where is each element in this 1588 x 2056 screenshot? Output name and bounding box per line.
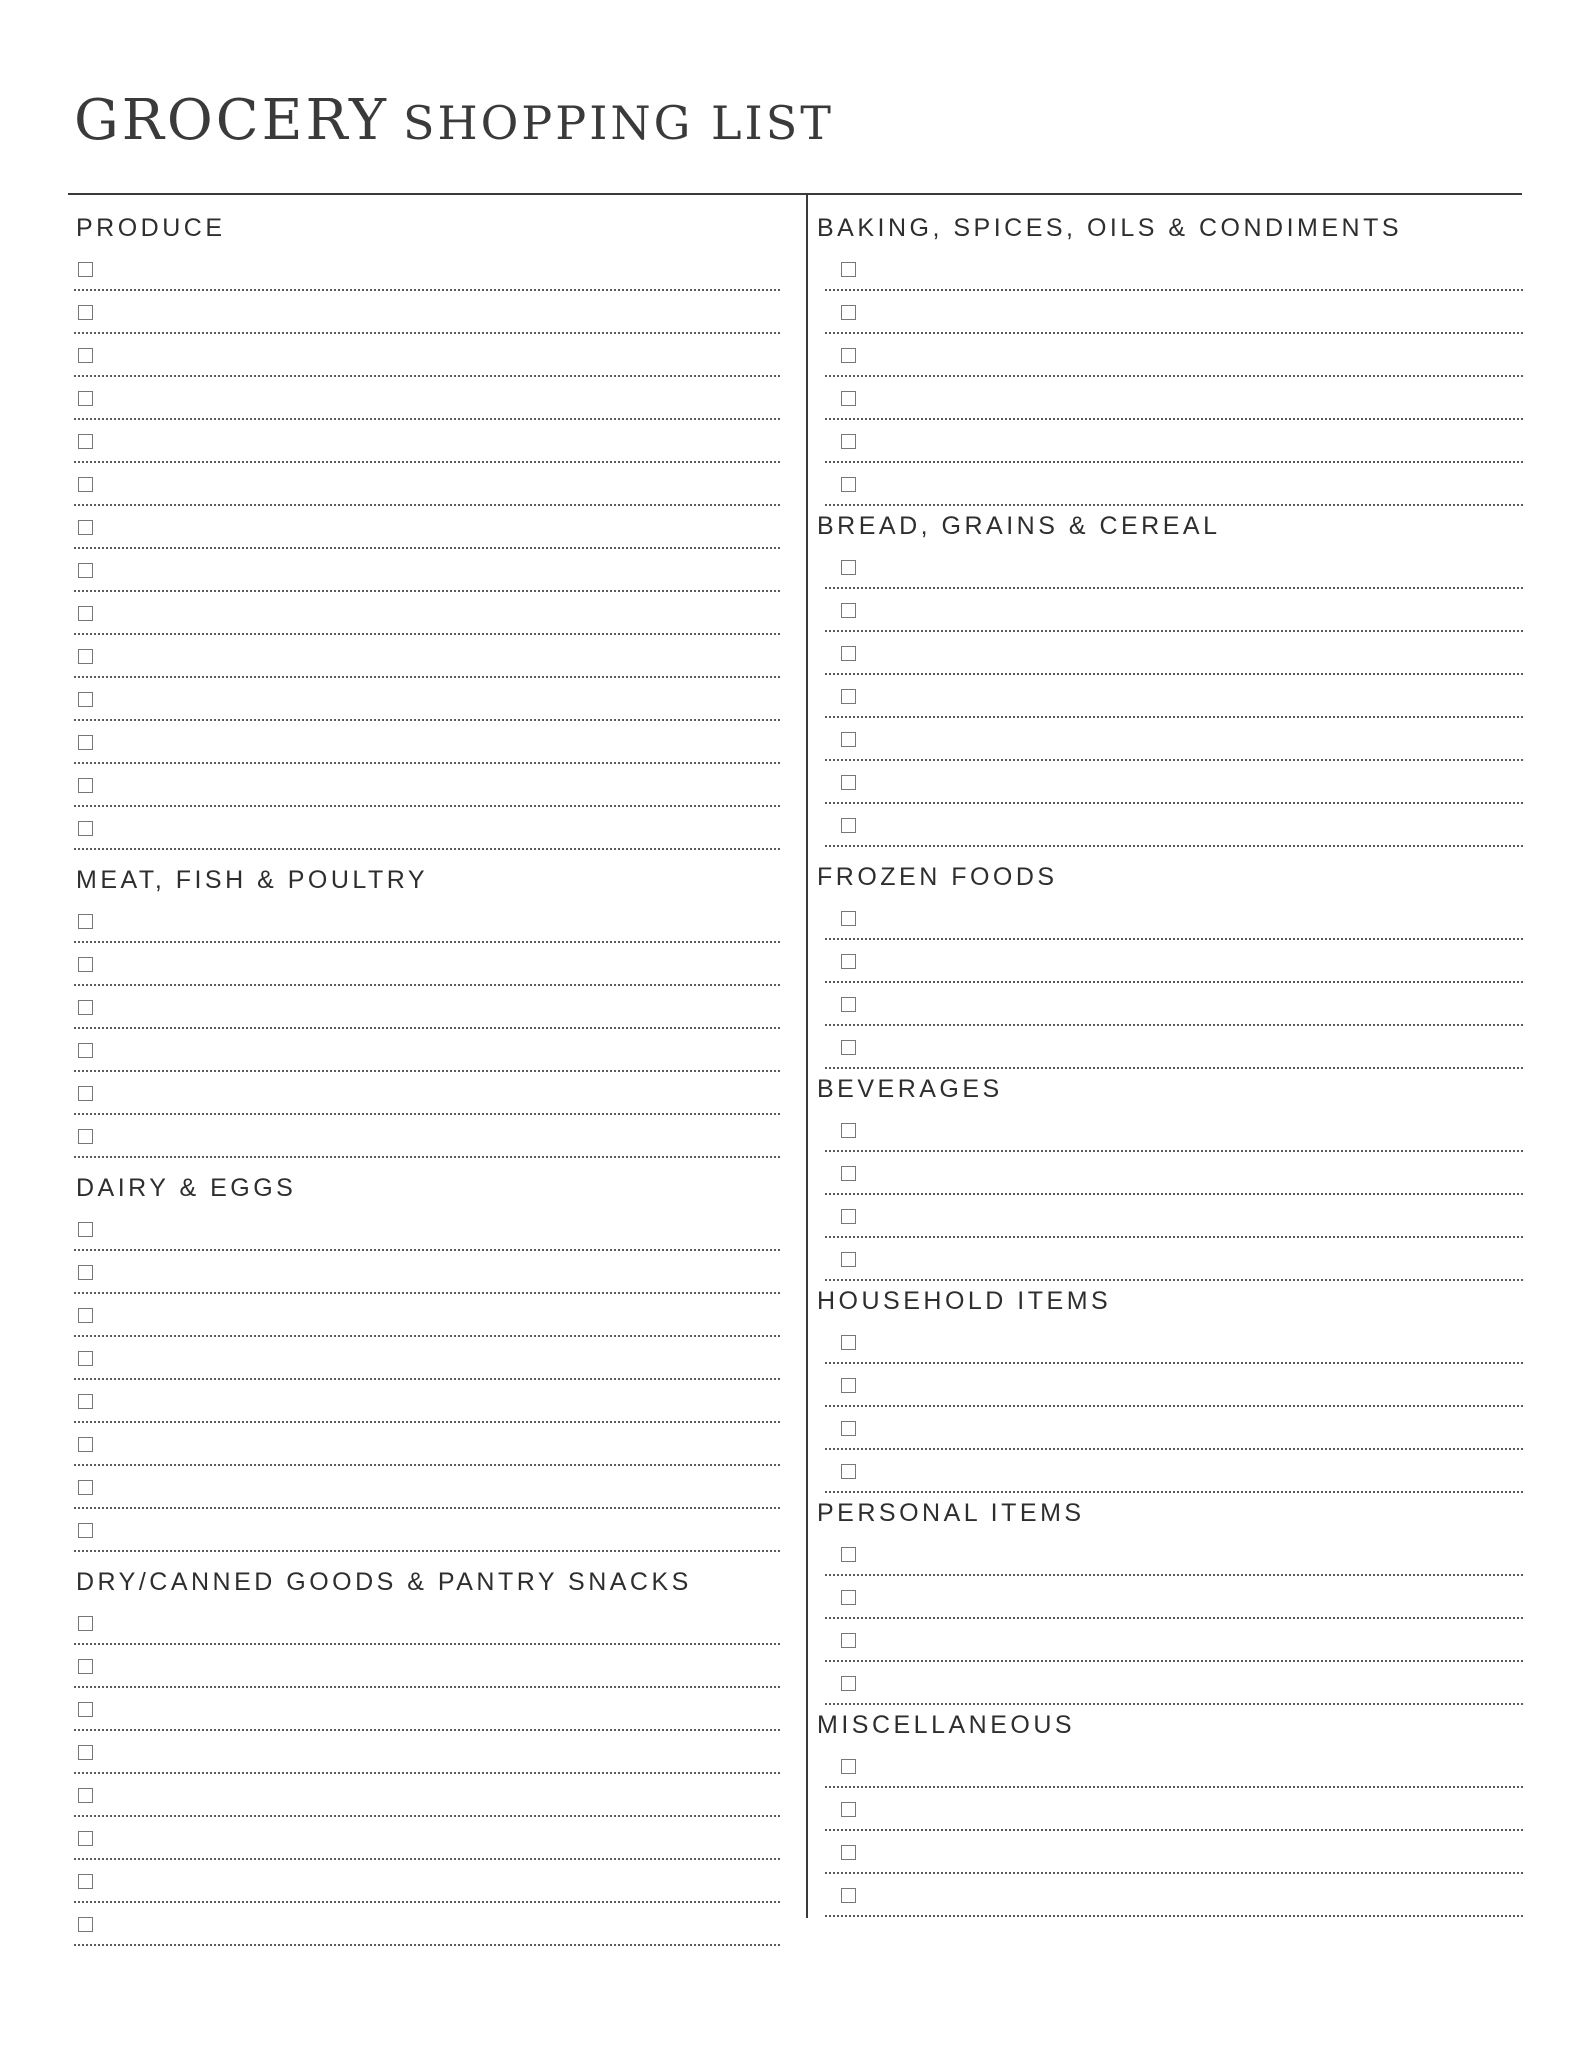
section [815,508,1523,859]
checkbox[interactable] [78,957,93,972]
checkbox[interactable] [78,434,93,449]
checkbox[interactable] [841,1676,856,1691]
checkbox[interactable] [78,649,93,664]
checkbox[interactable] [841,1209,856,1224]
left-column [74,210,780,1946]
list-item[interactable] [825,1026,1523,1069]
checkbox[interactable] [78,1086,93,1101]
checkbox[interactable] [78,520,93,535]
list-item[interactable] [74,1115,780,1158]
checkbox[interactable] [78,1917,93,1932]
checkbox[interactable] [841,560,856,575]
checkbox[interactable] [78,1437,93,1452]
checkbox[interactable] [78,735,93,750]
list-item[interactable] [74,1817,780,1860]
list-item[interactable] [825,718,1523,761]
checkbox[interactable] [78,305,93,320]
checkbox[interactable] [78,1831,93,1846]
checkbox[interactable] [841,775,856,790]
checkbox[interactable] [841,1633,856,1648]
section-title: PRODUCE [76,214,226,242]
list-item[interactable] [825,1364,1523,1407]
list-item[interactable] [74,1029,780,1072]
checkbox[interactable] [78,1043,93,1058]
list-item[interactable] [825,1619,1523,1662]
checkbox[interactable] [78,1745,93,1760]
list-item[interactable] [825,589,1523,632]
checkbox[interactable] [841,434,856,449]
checkbox[interactable] [78,1308,93,1323]
list-item[interactable] [74,1602,780,1645]
list-item[interactable] [74,334,780,377]
checkbox[interactable] [841,1123,856,1138]
checkbox[interactable] [841,262,856,277]
list-item[interactable] [74,1072,780,1115]
header-rule [68,193,1522,195]
list-item[interactable] [74,1903,780,1946]
list-item[interactable] [74,1208,780,1251]
checkbox[interactable] [841,1464,856,1479]
list-item[interactable] [74,635,780,678]
list-item[interactable] [74,1731,780,1774]
list-item[interactable] [825,940,1523,983]
list-item[interactable] [825,334,1523,377]
checkbox[interactable] [78,1874,93,1889]
checkbox[interactable] [78,1222,93,1237]
checkbox[interactable] [78,1616,93,1631]
checkbox[interactable] [841,391,856,406]
checkbox[interactable] [841,348,856,363]
list-item[interactable] [825,248,1523,291]
list-item[interactable] [825,897,1523,940]
list-item[interactable] [825,1662,1523,1705]
list-item[interactable] [825,1745,1523,1788]
checkbox[interactable] [78,1000,93,1015]
section-title: HOUSEHOLD ITEMS [817,1287,1112,1315]
checkbox[interactable] [78,821,93,836]
checkbox[interactable] [78,348,93,363]
list-item[interactable] [74,764,780,807]
list-item[interactable] [74,1423,780,1466]
list-item[interactable] [825,983,1523,1026]
checkbox[interactable] [841,1335,856,1350]
list-item[interactable] [74,592,780,635]
section-title: DAIRY & EGGS [76,1174,297,1202]
list-item[interactable] [74,420,780,463]
list-item[interactable] [74,1251,780,1294]
section-title: PERSONAL ITEMS [817,1499,1085,1527]
checkbox[interactable] [78,1659,93,1674]
checkbox[interactable] [78,1480,93,1495]
list-item[interactable] [825,1450,1523,1493]
section-title: MEAT, FISH & POULTRY [76,866,428,894]
list-item[interactable] [74,291,780,334]
list-item[interactable] [825,1152,1523,1195]
checkbox[interactable] [841,1888,856,1903]
checkbox[interactable] [841,1547,856,1562]
list-item[interactable] [74,1509,780,1552]
checkbox[interactable] [78,778,93,793]
checkbox[interactable] [841,1421,856,1436]
list-item[interactable] [825,377,1523,420]
section [74,1564,780,1946]
list-item[interactable] [825,546,1523,589]
checkbox[interactable] [841,1252,856,1267]
list-item[interactable] [74,807,780,850]
list-item[interactable] [74,549,780,592]
checkbox[interactable] [78,606,93,621]
section [815,1495,1523,1707]
list-item[interactable] [74,1337,780,1380]
checkbox[interactable] [841,1040,856,1055]
checkbox[interactable] [841,646,856,661]
section-title: MISCELLANEOUS [817,1711,1076,1739]
list-item[interactable] [74,943,780,986]
section [815,1071,1523,1283]
checkbox[interactable] [841,1166,856,1181]
checkbox[interactable] [78,692,93,707]
checkbox[interactable] [841,997,856,1012]
list-item[interactable] [825,632,1523,675]
list-item[interactable] [825,1321,1523,1364]
section [815,1707,1523,1917]
list-item[interactable] [74,678,780,721]
checkbox[interactable] [841,305,856,320]
checkbox[interactable] [841,477,856,492]
checkbox[interactable] [841,603,856,618]
checkbox[interactable] [841,1378,856,1393]
checkbox[interactable] [78,1702,93,1717]
list-item[interactable] [74,900,780,943]
section-title: BREAD, GRAINS & CEREAL [817,512,1221,540]
section-title: BAKING, SPICES, OILS & CONDIMENTS [817,214,1403,242]
checkbox[interactable] [841,911,856,926]
checkbox[interactable] [78,1394,93,1409]
section [74,1170,780,1564]
list-item[interactable] [74,1645,780,1688]
checkbox[interactable] [78,1523,93,1538]
checkbox[interactable] [78,914,93,929]
list-item[interactable] [825,804,1523,847]
list-item[interactable] [825,761,1523,804]
list-item[interactable] [825,1533,1523,1576]
list-item[interactable] [74,986,780,1029]
list-item[interactable] [825,1238,1523,1281]
list-item[interactable] [825,675,1523,718]
section-title: FROZEN FOODS [817,863,1058,891]
title-shopping-list: SHOPPING LIST [402,96,834,150]
section [74,862,780,1170]
checkbox[interactable] [841,1845,856,1860]
checkbox[interactable] [78,1788,93,1803]
list-item[interactable] [825,1874,1523,1917]
list-item[interactable] [825,463,1523,506]
right-column [815,210,1523,1917]
list-item[interactable] [825,1831,1523,1874]
list-item[interactable] [74,1466,780,1509]
column-divider [806,195,808,1918]
checkbox[interactable] [841,954,856,969]
checkbox[interactable] [841,1759,856,1774]
checkbox[interactable] [841,1802,856,1817]
title-grocery: GROCERY [74,88,389,153]
page-title [74,88,834,153]
checkbox[interactable] [841,818,856,833]
checkbox[interactable] [78,1265,93,1280]
section-title: BEVERAGES [817,1075,1003,1103]
list-item[interactable] [825,420,1523,463]
section [815,859,1523,1071]
list-item[interactable] [74,1774,780,1817]
list-item[interactable] [74,506,780,549]
list-item[interactable] [825,1788,1523,1831]
list-item[interactable] [825,291,1523,334]
section [815,1283,1523,1495]
checkbox[interactable] [841,1590,856,1605]
section [815,210,1523,508]
list-item[interactable] [74,1860,780,1903]
list-item[interactable] [74,1688,780,1731]
list-item[interactable] [825,1576,1523,1619]
checkbox[interactable] [841,689,856,704]
list-item[interactable] [825,1195,1523,1238]
list-item[interactable] [825,1109,1523,1152]
checkbox[interactable] [78,477,93,492]
section-title: DRY/CANNED GOODS & PANTRY SNACKS [76,1568,692,1596]
list-item[interactable] [74,721,780,764]
list-item[interactable] [74,377,780,420]
list-item[interactable] [74,463,780,506]
list-item[interactable] [74,248,780,291]
section [74,210,780,862]
list-item[interactable] [74,1294,780,1337]
checkbox[interactable] [78,1129,93,1144]
list-item[interactable] [74,1380,780,1423]
checkbox[interactable] [78,391,93,406]
list-item[interactable] [825,1407,1523,1450]
checkbox[interactable] [78,262,93,277]
checkbox[interactable] [78,563,93,578]
checkbox[interactable] [78,1351,93,1366]
checkbox[interactable] [841,732,856,747]
